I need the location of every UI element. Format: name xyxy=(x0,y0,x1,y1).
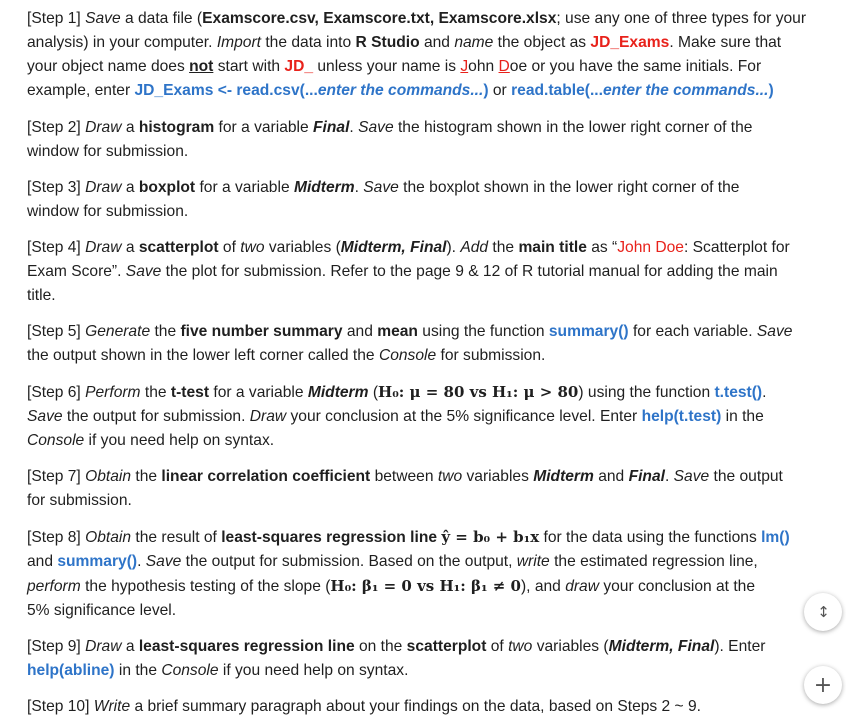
step-5 xyxy=(27,320,827,368)
step-text: for the data using the functions xyxy=(539,529,762,546)
step-text: Console xyxy=(27,432,85,449)
step-text: on the xyxy=(354,638,407,655)
step-text: ŷ = b₀ + b₁x xyxy=(441,528,540,546)
step-text: Final xyxy=(628,468,665,485)
step-text: the xyxy=(131,468,162,485)
step-3 xyxy=(27,176,827,224)
add-button[interactable] xyxy=(804,666,842,704)
step-text: a xyxy=(121,638,139,655)
step-text: JD_Exams <- read.csv(... xyxy=(134,82,318,99)
step-9 xyxy=(27,635,827,683)
step-text: [Step 2] xyxy=(27,119,86,136)
step-text: in the xyxy=(721,408,764,425)
step-text: t.test() xyxy=(714,384,763,401)
step-text: t-test xyxy=(170,384,210,401)
step-text: ) xyxy=(768,82,774,99)
step-text: a xyxy=(121,119,139,136)
step-text: Perform xyxy=(85,384,141,401)
step-text: your conclusion at the xyxy=(599,578,756,595)
step-text: enter the commands... xyxy=(317,82,484,99)
step-text: [Step 4] xyxy=(27,239,86,256)
step-text: Midterm, Final xyxy=(608,638,715,655)
step-text: . Make sure that xyxy=(669,34,782,51)
step-7 xyxy=(27,465,827,513)
step-text: [Step 10] xyxy=(27,698,94,715)
collapse-icon: ↕ xyxy=(817,603,829,621)
step-4 xyxy=(27,236,827,308)
step-text: histogram xyxy=(138,119,215,136)
step-text: Obtain xyxy=(85,468,132,485)
step-text: summary() xyxy=(548,323,629,340)
step-text: Save xyxy=(125,263,162,280)
step-text: Draw xyxy=(85,179,122,196)
step-text: the boxplot shown in the lower right corner of the xyxy=(398,179,740,196)
step-text: Write xyxy=(93,698,131,715)
step-text: variables xyxy=(462,468,534,485)
step-text: if you need help on syntax. xyxy=(84,432,275,449)
step-text: ). xyxy=(446,239,461,256)
step-text: the output for submission. Based on the output, xyxy=(181,553,517,570)
step-text: draw xyxy=(565,578,599,595)
step-text: John Doe xyxy=(617,239,684,256)
step-text: the object as xyxy=(493,34,591,51)
step-text: 5% significance level. xyxy=(27,602,177,619)
step-text: and xyxy=(27,553,58,570)
step-text: . xyxy=(349,119,359,136)
step-text: Save xyxy=(358,119,394,136)
step-text: JD_ xyxy=(284,58,314,75)
step-text: variables ( xyxy=(264,239,341,256)
step-text: Midterm xyxy=(307,384,369,401)
step-text: the output xyxy=(709,468,783,485)
step-text: the output shown in the lower left corner called the xyxy=(27,347,379,364)
step-text: example, enter xyxy=(27,82,135,99)
step-text: boxplot xyxy=(138,179,196,196)
step-text: Save xyxy=(27,408,63,425)
step-text: read.table(... xyxy=(511,82,603,99)
step-text: and xyxy=(342,323,378,340)
step-text: two xyxy=(437,468,463,485)
collapse-expand-button[interactable] xyxy=(804,593,842,631)
step-text: R Studio xyxy=(355,34,420,51)
step-text: [Step 1] xyxy=(27,10,86,27)
step-text: a xyxy=(121,239,139,256)
step-text: the data into xyxy=(261,34,356,51)
step-text: for submission. xyxy=(27,492,132,509)
step-text: a data file ( xyxy=(120,10,203,27)
step-text: scatterplot xyxy=(138,239,219,256)
step-text: and xyxy=(593,468,629,485)
step-text: the hypothesis testing of the slope ( xyxy=(80,578,331,595)
step-text: . xyxy=(137,553,146,570)
step-text: [Step 8] xyxy=(27,529,86,546)
step-text: [Step 7] xyxy=(27,468,86,485)
step-text: [Step 9] xyxy=(27,638,86,655)
step-text: in the xyxy=(114,662,162,679)
step-text: [Step 5] xyxy=(27,323,86,340)
step-text: Generate xyxy=(85,323,151,340)
step-text: linear correlation coefficient xyxy=(161,468,371,485)
step-6 xyxy=(27,380,827,453)
step-text: ( xyxy=(368,384,379,401)
step-text: five number summary xyxy=(180,323,343,340)
step-text: Draw xyxy=(85,119,122,136)
step-text: or xyxy=(488,82,512,99)
step-text: Draw xyxy=(85,638,122,655)
step-1 xyxy=(27,7,827,103)
step-text: the output for submission. xyxy=(62,408,250,425)
step-text: Final xyxy=(313,119,350,136)
step-text: for a variable xyxy=(214,119,314,136)
step-text: Save xyxy=(673,468,710,485)
step-text: Save xyxy=(363,179,399,196)
step-text: lm() xyxy=(761,529,790,546)
step-text: window for submission. xyxy=(27,143,189,160)
step-text: Add xyxy=(460,239,489,256)
step-text: D xyxy=(498,58,510,75)
step-text: help(t.test) xyxy=(641,408,722,425)
step-text: window for submission. xyxy=(27,203,189,220)
step-text: enter the commands... xyxy=(602,82,769,99)
step-text: Examscore.csv, Examscore.txt, Examscore.xlsx xyxy=(202,10,557,27)
step-text: not xyxy=(189,58,214,75)
step-text: analysis) in your computer. xyxy=(27,34,217,51)
step-text: the xyxy=(150,323,181,340)
step-text: oe or you have the same initials. For xyxy=(509,58,762,75)
step-text: between xyxy=(370,468,438,485)
step-text: for submission. xyxy=(436,347,546,364)
step-text: least-squares regression line xyxy=(221,529,442,546)
step-text: unless your name is xyxy=(313,58,461,75)
step-text: for each variable. xyxy=(628,323,757,340)
step-text: your conclusion at the 5% significance level. Enter xyxy=(286,408,642,425)
step-text: a xyxy=(121,179,139,196)
step-8 xyxy=(27,525,827,623)
step-text: for a variable xyxy=(209,384,308,401)
step-text: variables ( xyxy=(532,638,609,655)
step-text: start with xyxy=(213,58,285,75)
step-text: least-squares regression line xyxy=(138,638,355,655)
step-text: the result of xyxy=(131,529,222,546)
step-text: Console xyxy=(161,662,219,679)
step-text: Obtain xyxy=(85,529,132,546)
step-text: the plot for submission. Refer to the page 9 & 12 of R tutorial manual for adding the main xyxy=(161,263,778,280)
step-text: name xyxy=(454,34,494,51)
step-text: if you need help on syntax. xyxy=(218,662,409,679)
step-text: : Scatterplot for xyxy=(683,239,790,256)
step-text: Midterm xyxy=(293,179,355,196)
step-text: Console xyxy=(378,347,437,364)
step-text: ohn xyxy=(468,58,499,75)
step-text: Draw xyxy=(249,408,287,425)
step-text: your object name does xyxy=(27,58,190,75)
step-text: of xyxy=(486,638,509,655)
step-text: [Step 6] xyxy=(27,384,86,401)
step-text: . xyxy=(664,468,674,485)
step-text: ) using the function xyxy=(578,384,715,401)
step-text: the xyxy=(488,239,519,256)
step-text: write xyxy=(516,553,550,570)
step-text: ) xyxy=(483,82,489,99)
step-text: Draw xyxy=(85,239,122,256)
step-text: Save xyxy=(145,553,182,570)
step-text: . xyxy=(762,384,767,401)
step-text: summary() xyxy=(57,553,138,570)
step-text: H₀: μ = 80 vs H₁: μ > 80 xyxy=(378,383,579,401)
step-text: ). Enter xyxy=(714,638,766,655)
step-text: as “ xyxy=(586,239,618,256)
step-text: scatterplot xyxy=(406,638,487,655)
step-text: Midterm xyxy=(533,468,594,485)
step-10 xyxy=(27,695,827,719)
step-text: Exam Score”. xyxy=(27,263,126,280)
step-text: [Step 3] xyxy=(27,179,86,196)
step-text: JD_Exams xyxy=(590,34,670,51)
step-text: two xyxy=(508,638,533,655)
step-text: and xyxy=(419,34,455,51)
step-text: of xyxy=(218,239,241,256)
step-text: help(abline) xyxy=(27,662,115,679)
step-text: the estimated regression line, xyxy=(549,553,758,570)
step-text: using the function xyxy=(417,323,549,340)
step-text: H₀: β₁ = 0 vs H₁: β₁ ≠ 0 xyxy=(330,577,521,595)
step-text: ; use any one of three types for your xyxy=(556,10,807,27)
step-text: a brief summary paragraph about your findings on the data, based on Steps 2 ~ 9. xyxy=(130,698,701,715)
step-2 xyxy=(27,116,827,164)
step-text: the histogram shown in the lower right corner of the xyxy=(393,119,753,136)
step-text: perform xyxy=(27,578,81,595)
step-text: title. xyxy=(27,287,56,304)
instruction-document xyxy=(27,7,827,719)
step-text: ), and xyxy=(520,578,566,595)
step-text: . xyxy=(354,179,364,196)
step-text: J xyxy=(460,58,469,75)
step-text: main title xyxy=(518,239,587,256)
step-text: Save xyxy=(756,323,793,340)
step-text: mean xyxy=(377,323,418,340)
step-text: Save xyxy=(85,10,121,27)
step-text: two xyxy=(240,239,265,256)
step-text: Import xyxy=(216,34,262,51)
step-text: Midterm, Final xyxy=(340,239,447,256)
step-text: for a variable xyxy=(195,179,294,196)
plus-icon: + xyxy=(813,672,833,698)
step-text: the xyxy=(140,384,171,401)
